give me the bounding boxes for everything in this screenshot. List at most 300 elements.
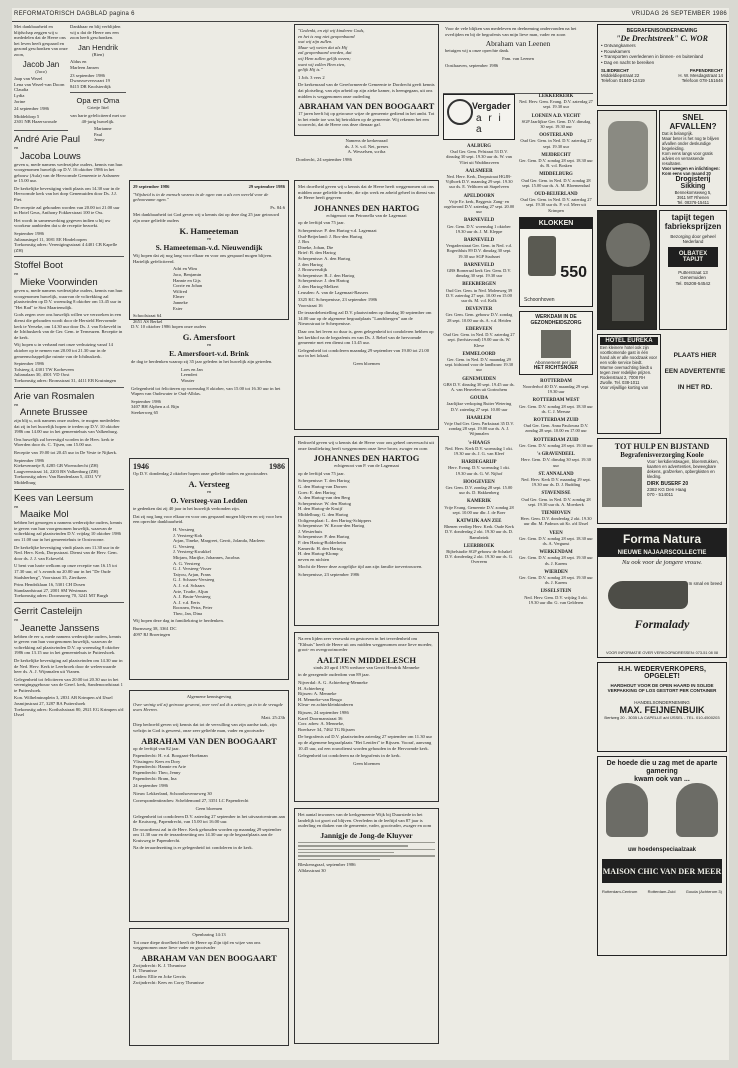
service-place: BEEKBERGEN xyxy=(462,282,496,288)
notice-text: Gelegenheid tot condoleren D.V. zaterdag 27 september in het uitvaartcentrum aan de Kruisweg, Papendrecht, van 15.00 tot 16.00 uur. xyxy=(133,813,285,825)
service-details: Herv. Gem. D.V. dinsdag 30 sept. 19.30 uur xyxy=(521,457,591,468)
tapijt-ad[interactable] xyxy=(659,210,727,330)
church-service-item xyxy=(443,499,515,515)
and-word: en xyxy=(14,503,19,509)
ad-brand: Formalady xyxy=(634,617,690,631)
announcement-text: U bent van harte welkom op onze receptie van 16.15 tot 17.30 uur, of 's avonds na 20.00 uur in het "De Oude Stadsherberg", Voorstraat 35, Zierikzee. xyxy=(14,563,117,580)
announcement-address: Prins Hendriklaan 16, 5301 CH Dosen Standaardstraat 27, 2001 SM Westmaas Toekomstig adres: Doornaweg 70, 3241 MT Burgh xyxy=(14,582,109,599)
child-name: Jan Hendrik xyxy=(77,42,119,52)
service-place: TIENHOVEN xyxy=(541,510,571,516)
feijnenbuik-ad[interactable] xyxy=(597,662,727,752)
ad-text: PLAATS HIER EEN ADVERTENTIE IN HET RD. xyxy=(664,352,726,391)
anniversary-address: September 1986 3407 BH Alphen a.d. Rijn Steekerweg 65 xyxy=(131,398,179,415)
church-service-item xyxy=(519,570,593,586)
ad-subtitle: Bezorging door geheel Nederland xyxy=(670,234,716,244)
announcement-text: Gelegenheid tot feliciteren van 20.00 tot 20.30 uur in het verenigingsgebouw van de Geref. kerk, Sandenoordstraat 1 te Puttershoek. xyxy=(14,676,123,693)
announcement-address: September 1986 Julianasingel 11, 3081 EE Hindeloopen Toekomstig adres: Verenigingsstraat 4 4401 CB Kapelle (ZH) xyxy=(14,231,118,253)
obituary-2 xyxy=(294,180,439,430)
bible-quote: "Gedenkt, en zijt wij kinderen Gods, en het is nog niet geopenbaard wat wij zijn zullen. Maar wij weten dat als Hij zal geopenbaard worden, dat wij Hem zullen gelijk wezen; want wij zullen Hem zien, gelijk Hij is." xyxy=(298,28,365,73)
ad-text: Voor: kerkdienstwagen, bloemstukken, kaarten en advertenties, beweegbare dekens, grafzerken, opbergkisten en kleding. xyxy=(647,459,719,479)
notice-text: De begrafenis zal D.V. plaatsvinden zaterdag 27 september om 11.30 uur op de algemene begraafplaats "Het Lentfert" te Rijssen. Vooraf, aanvang 10.45 uur, zal een rouwdienst worden gehouden in de Hervormde kerk. xyxy=(298,734,433,751)
relatives-list: Papendrecht: H. v.d. Boogaart-Hoekman Vlissingen: Kees en Dory Papendrecht: Hannie en Arie Papendrecht: Theo, Jenny Papendrecht: Bram, Ina xyxy=(133,753,208,781)
announcement-address: September 1986 Tolsteeg 4, 4301 TW Korbeveen Julianalaan 30, 4501 VD Oost Toekomstig adres: Bronsstraat 31, 4411 EB Kruiningen xyxy=(14,361,116,383)
notice-text: Daar ons het leven zo duur is, geen gelegenheid tot condoleren hebben op het kerkhof na de begrafenis en van Ds. J. Rebel van de hervormde gemeente met een dienst om 13.45 uur. xyxy=(298,329,434,346)
anniversary-text: D.V. 10 oktober 1986 hopen onze ouders xyxy=(131,324,207,329)
relatives-list: Scherpenisse: T. den Hartog G. den Hartog-van Dorsen Goes: E. den Hartog A. den Hartog-van den Berg Scherpenisse: W. den Hartog H. den Hartog-de Kruijf Middelburg: G. den Hartog Ooltgensplaat: L. den Hartog-Schippers Scherpenisse: W. Kroon-den Hartog J. Westerhuis Scherpenisse: P. den Hartog P. den Hartog-Bolderheim Kamerik: H. den Hartog H. den Hartog-Klomp neven en nichten xyxy=(298,478,372,562)
marriage-announcement-3 xyxy=(14,391,124,486)
ad-text: Dat is belangrijk. Maar beter is het nog te blijven afvallen onder deskundige begeleiding. Kom eens langs voor gratis advies en verrassende resultaten. xyxy=(662,131,720,166)
service-place: MIDDELBURG xyxy=(539,172,573,178)
ad-address: Rodenstraat 2, 7008 RH Zwolle. Tel. 038-1011 Voor vrijwillige korting van xyxy=(600,375,649,390)
car-image xyxy=(602,467,642,507)
church-service-item xyxy=(519,172,593,188)
church-service-item xyxy=(443,144,515,165)
announcement-text: hebben het genoegen u namens wederzijdse ouders, kennis te geven van hun voorgenomen huwelijk, waarvan de voltrekking zal plaatsvinden D.V. vrijdag 10 oktober 1986 om 11.00 uur in het gemeentehuis te Oostvoorne. xyxy=(14,520,123,542)
church-service-item xyxy=(443,480,515,496)
notice-text: Gelegenheid tot condoleren na de begrafenis in de kerk. xyxy=(298,753,401,759)
service-details: Herv. Gem. D.V. donderdag 2 okt. 19.30 uur dhr. M. Padmos uit Kr. a/d IJssel xyxy=(520,516,592,527)
notice-text: 24 september 1986 xyxy=(133,783,168,789)
marriage-announcement-4 xyxy=(14,493,124,599)
service-details: Oud Ger. Gem. in Ned. D.V. zondag 28 sept. 15.00 uur ds. A. M. Bloemendaal xyxy=(521,177,591,188)
ad-note: In smal en breed xyxy=(688,581,722,586)
service-details: Oud Ger. Gem. Pelstraat 53 D.V. dinsdag 30 sept. 19.30 uur ds. W. van Vliet uit Waddinxveen xyxy=(446,149,512,165)
service-place: BARNEVELD xyxy=(463,262,495,268)
groom-name: Arie van Rosmalen xyxy=(14,390,95,402)
grandparents-title: Opa en Oma xyxy=(76,96,120,106)
obituary-5 xyxy=(294,808,439,1044)
ad-shop: Drogisterij Sikking xyxy=(675,176,711,190)
deceased-age: in de gezegende ouderdom van 89 jaar. xyxy=(298,672,370,678)
church-service-item xyxy=(519,472,593,488)
service-place: GENEMUIDEN xyxy=(462,376,496,382)
notice-text: Na de teraardezetting is er gelegenheid tot condoleren in de kerk. xyxy=(133,845,253,851)
church-service-item xyxy=(443,218,515,234)
bible-reference: Ps. 84:6 xyxy=(270,204,285,210)
groom-name: Gerrit Casteleijn xyxy=(14,605,83,617)
service-details: Vrije Oud Ger. Gem. Parkstraat 35 D.V. zondag 28 sept. 19.00 uur ds. A. J. Wijnmalen xyxy=(444,420,514,437)
announcement-text: De receptie zal gehouden worden van 20.00 tot 21.00 uur in Hotel Geus, Anthony Fokkerstraat 100 te Oss. xyxy=(14,204,120,216)
hotel-eureka-ad[interactable] xyxy=(597,334,661,434)
ad-text: Abonnement per jaar xyxy=(534,359,578,365)
snel-afvallen-ad[interactable] xyxy=(659,110,727,206)
and-word: en xyxy=(206,341,212,347)
ad-name: "De Drechtstreek" C. WOR xyxy=(616,34,708,43)
bride-name: Maaike Mol xyxy=(20,509,69,521)
ad-footer: HET RICHTSNOER xyxy=(533,364,579,371)
services-list xyxy=(443,144,515,565)
deceased-subtitle: sinds 20 april 1976 weduwe van Gerrit Hendrik Menneke xyxy=(313,664,420,670)
service-place: STAVENISSE xyxy=(541,491,571,497)
deceased-age: op de leeftijd van 82 jaar. xyxy=(133,745,180,751)
and-word: en xyxy=(14,271,19,277)
services-list xyxy=(519,379,593,605)
anniversary-address: Schoolstraat 64 2651 AS Berkel xyxy=(133,313,163,324)
service-place: WIERDEN xyxy=(544,569,568,575)
announcement-text: De kerkelijke bevestiging zal plaatsvinden om 14.30 uur in de Ned. Herv. Kerk te Leerbroek door de weleerwaarde heer ds. A. J. Wijnmalen uit Vianen. xyxy=(14,657,123,675)
notice-place: Dordrecht, 24 september 1986 xyxy=(296,156,352,162)
service-details: Herv. Evang. D.V. woensdag 1 okt. 19.30 uur ds. G. W. Nijhof xyxy=(448,465,510,476)
service-details: Oud Ger. Gem. in Ned. D.V. zaterdag 27 sept. (herfstavond) 19.00 uur ds. W. Kleve xyxy=(443,332,515,348)
column-1-side xyxy=(70,24,126,174)
church-service-item xyxy=(443,460,515,476)
service-details: Oud Ger. Gem. in Ned. D.V. zondag 28 sept. 19.30 uur ds. A. Moerkerk xyxy=(521,496,591,507)
ad-subtitle: a r i a xyxy=(476,113,503,135)
anniversary-name: K. Hameeteman xyxy=(179,225,239,236)
service-details: Vrije Ev. kerk, Beggestr. Zang- en orgelavond D.V. zaterdag 27 sept. 20.00 uur xyxy=(443,198,515,215)
service-place: 's GRAVENDEEL xyxy=(537,452,575,458)
children-list: Loes en Jan Leendert Wouter xyxy=(181,366,203,383)
notice-title: Algemene kennisgeving xyxy=(186,694,232,699)
ad-title: H.H. WEDERVERKOPERS, OPGELET! xyxy=(618,666,706,680)
service-place: ST. ANNALAND xyxy=(538,471,574,477)
ad-row-2 xyxy=(597,210,727,330)
column-4 xyxy=(443,24,593,1058)
and-word: en xyxy=(206,488,212,494)
church-service-item xyxy=(443,352,515,373)
deceased-subtitle: echtgenoot van Petronella van de Lagemaat xyxy=(326,212,407,218)
church-service-item xyxy=(519,153,593,169)
service-place: ROTTERDAM ZUID xyxy=(533,437,579,443)
notice-text: Mocht de Heere deze zorgelijke tijd aan zijn familie toevertrouwen. xyxy=(298,564,423,570)
notice-address: Bleskensgraaf, september 1986 Alblasstraat 30 xyxy=(298,862,356,873)
shoe-image xyxy=(608,581,688,609)
header-left: REFORMATORISCH DAGBLAD pagina 6 xyxy=(14,11,135,17)
anniversary-years: 1946 1986 xyxy=(133,462,285,471)
obituary-1-sign xyxy=(294,136,439,180)
hat-image xyxy=(606,783,648,837)
announcement-text: De kerkelijke bevestiging vindt plaats om 11.30 uur in de Ned. Herv. Kerk, Dorpsstraat. Dienst van de Herv. Gem. door ds. J. J. van Eckeveld. xyxy=(14,544,120,561)
announcement-text: Het wordt in samenwerking gegeven indien u bij uw voorkeur aanbieden dat u de receptie bezoekt. xyxy=(14,217,111,229)
notice-text: Geen bloemen xyxy=(353,760,380,766)
ad-text: Een kleinere hotel ook zijn voortkomende gast in één hand als er alle noodzaak voor een volle service biedt. Warme overnachting biedt u tegen zeer redelijke prijzen. xyxy=(600,345,658,375)
obituary-1 xyxy=(294,24,439,136)
relatives-list: Scherpenisse: P. den Hartog-v.d. Lagemaat Oud-Beijerland: J. Bos-den Hartog J. Bos Dineke, Johan, Die Brief: B. den Hartog Scherpenisse: A. den Hartog J. den Hartog J. Brouwersdijk Scherpenisse: B. J. den Hartog Scherpenisse: J. den Hartog J. den Hartog-Melkert Leusden: A. van de Lagemaat-Rassers xyxy=(298,227,377,295)
ad-slogan: Nu ook voor de jongere vrouw. xyxy=(622,559,702,566)
notice-text: Voor de vele blijken van medeleven en deelneming ondervonden na het overlijden en bij de begrafenis van mijn lieve man, vader en zoon xyxy=(445,26,577,37)
and-word: en xyxy=(14,616,19,622)
congrats-text: van harte gefeliciteerd met uw 40-jarig huwelijk. xyxy=(70,112,126,124)
klokken-photo xyxy=(597,210,657,330)
ad-title: TOT HULP EN BIJSTAND xyxy=(614,442,710,451)
service-place: BARNEVELD xyxy=(463,218,495,224)
deceased-name: Abraham van Leenen xyxy=(485,39,551,49)
groom-name: Stoffel Boot xyxy=(14,260,63,272)
service-place: LOENEN A.D. VECHT xyxy=(531,113,581,119)
parents: Jaap van Wezel Lena van Wezel-van Doorn Claudia Lydia Jorine xyxy=(14,76,65,104)
deceased-name: Jannigje de Jong-de Kluyver xyxy=(320,830,413,840)
begrafenis-drechtstreek-ad[interactable] xyxy=(597,24,727,106)
death-announcement xyxy=(129,690,289,922)
vergaderaria-ad[interactable] xyxy=(443,94,515,140)
service-details: SGP Jaarlijkse Ger. Gem. D.V. dinsdag 30 sept. 19.30 uur xyxy=(521,118,591,130)
deceased-age: op de leeftijd van 75 jaar. xyxy=(298,220,345,226)
ad-address: DIRK BUSERF 20 xyxy=(647,481,689,487)
service-details: Rhenen verdiep Herv. Kerk. Oude Kerk D.V. donderdag 2 okt. 19.30 uur ds. D. Ramsbrink xyxy=(444,524,514,540)
book-icon xyxy=(541,330,571,358)
service-details: Ger. Gem. D.V. zondag 28 sept. 15.00 uur ds. D. Hakkenberg xyxy=(445,484,513,496)
church-service-item xyxy=(519,379,593,395)
anniversary-name: O. Versteeg-van Ledden xyxy=(170,496,248,506)
church-service-item xyxy=(519,398,593,414)
notice-text: Gelegenheid tot condoleren maandag 29 september van 19.00 tot 21.00 uur in het lokaal. xyxy=(298,347,430,359)
anniversary-text: Met dankbaarheid tot God geven wij u kennis dat op deze dag 25 jaar getrouwd zijn onze geliefde ouders xyxy=(133,212,280,223)
notice-place: Scherpenisse, 23 september 1986 xyxy=(298,571,360,577)
service-place: DEVENTER xyxy=(465,307,493,313)
column-1 xyxy=(14,24,124,1058)
service-details: Vrije Evang. Gemeente D.V. zondag 28 sept. 10.00 uur dhr. J. de Boer xyxy=(444,504,514,515)
bible-quote: "Wijsheid is in de mensch wezens in de ogen van u als een wereld voor de gehoorzame ogen." xyxy=(133,191,269,203)
logo-icon xyxy=(447,99,473,125)
anniversary-text: Op D.V. donderdag 2 oktober hopen onze geliefde ouders en grootouders xyxy=(133,471,268,476)
anniversary-text: te gedenken dat zij 40 jaar in het huwelijk verbonden zijn. xyxy=(133,506,240,512)
notice-address: Rijssen, 24 september 1986 Karel Doormanstraat 36 Corr. adres: A. Menneke, Boerhave 34, 7462 TG Rijssen xyxy=(298,709,355,732)
children-list: Adri en Wim Jaco, Benjamin Hannie en Gijs Corrie en Johan Wilfred Elmer Janneke Ester xyxy=(173,266,203,311)
ad-phone: 2382 KG Den Haag 070 - 514011 xyxy=(647,487,687,497)
service-details: Ger. Gem. D.V. zondag 28 sept. 18.30 uur ds. B. v.d. Bosken xyxy=(519,158,593,169)
deceased-age: op de leeftijd van 75 jaar. xyxy=(298,470,345,476)
snel-afvallen-image xyxy=(597,110,657,206)
announcement-address: September 1986 Kiekevennetje 8, 4285 GB Woensdrecht (ZH) Laagveenstraat 14, 2203 BS Valkenburg (ZH) Toekomstig adres: Van Randenlaan 5, 4331 VV Middelburg xyxy=(14,457,102,486)
ad-title: BEGRAFENISONDERNEMING xyxy=(626,28,698,34)
maison-chic-ad[interactable] xyxy=(597,756,727,956)
announcement-text: zijn blij u, ook namens onze ouders, te mogen mededelen dat zij in het huwelijk hopen te treden op D.V. 10 oktober 1986 om 14.00 uur in het gemeentehuis van Valkenburg. xyxy=(14,418,120,435)
service-place: ROTTERDAM WEST xyxy=(532,398,580,404)
service-details: Oud Ger. Gem. in Ned. D.V. zaterdag 27 sept. 19.30 uur xyxy=(520,138,592,149)
klokken-ad[interactable] xyxy=(519,217,593,307)
bible-quote: Over weinig wil zij getrouw geweest, over veel zal ik u zetten; ga in in de vreugde uwes Heeren. xyxy=(133,701,283,713)
person-image xyxy=(608,121,648,191)
church-service-item xyxy=(519,94,593,110)
notice-text: Met droefheid geven wij u kennis dat de Heere heeft weggenomen uit ons midden onze geliefde broeder, die zijn werk en arbeid geheel in dienst van de Heere heeft gegeven xyxy=(298,184,435,201)
signatories: Fam. van Leenen xyxy=(502,55,534,61)
service-details: Ger. Gem. D.V. zondag 28 sept. 18.30 uur ds. C. J. Meeuse xyxy=(519,403,593,414)
service-place: WERKENDAM xyxy=(539,550,573,556)
deceased-name: JOHANNES DEN HARTOG xyxy=(313,202,420,213)
bride-name: Mieke Voorwinden xyxy=(20,277,98,288)
church-service-item xyxy=(443,194,515,215)
ad-addresses: Rotterdam-Centrum Rotterdam-Zuid Gouda (Achterom 3) xyxy=(602,889,722,894)
church-service-item xyxy=(443,377,515,393)
announcement-text: Gods zegen over ons huwelijk willen we verzoeken in een dienst die gehouden wordt door de Hersteld Hervormde kerk te Yerseke, om 14.30 uur door Ds. J. van Eckeveld in de Ichthuskerk van de Ger. Gem. te Terneuzen. Receptie in de kerk. xyxy=(14,312,123,340)
service-place: EMMELOORD xyxy=(462,351,496,357)
notice-text: 17 jaren heeft hij op getrouwe wijze de gemeente gediend in het ambt. Tot in het einde toe was hij betrokken op de gemeente. Wij rekenen het een voorrecht, dat de Heere ons deze dienaar gaf. xyxy=(298,111,435,128)
service-place: OUD-BEIJERLAND xyxy=(534,192,578,198)
ad-address: Putterstraat 13 Genemuiden Tel. 05208-54542 xyxy=(675,270,711,286)
deceased-name: ABRAHAM VAN DEN BOOGAART xyxy=(141,735,277,746)
anniversary-announcement-3 xyxy=(129,458,289,680)
notice-text: Geen bloemen xyxy=(195,805,223,811)
announcement-text: geven u, mede namens wederzijdse ouders, kennis van hun voorgenomen huwelijk op D.V. 16 oktober 1986 in het gebouw (Aula) van de Hervormde Gemeente te Aalsmeer te 15.00 uur. xyxy=(14,161,123,184)
church-service-item xyxy=(519,452,593,468)
bride-name: Jeanette Janssens xyxy=(20,622,100,634)
bride-name: Jacoba Louws xyxy=(20,150,81,162)
ad-title: Forma Natura xyxy=(598,529,726,549)
ad-name: MAX. FEIJNENBUIK xyxy=(619,704,705,715)
announcement-text: Receptie van 19.00 tot 20.45 uur in De Veste te Nijkerk. xyxy=(14,450,118,456)
church-service-item xyxy=(519,589,593,605)
notice-address: 3325 KC Scherpenisse, 23 september 1986 Voorstraat 16 xyxy=(298,297,378,308)
marriage-announcement-5 xyxy=(14,606,124,718)
church-service-item xyxy=(519,550,593,566)
plaats-hier-ad[interactable] xyxy=(663,334,727,434)
service-place: HAARLEM xyxy=(466,415,492,421)
notice-title: Openbaring 14:13 xyxy=(192,932,226,937)
church-service-item xyxy=(519,438,593,448)
children-list: H. Versteeg J. Versteeg-Kok Arjan, Tineke, Margreet, Gerrit, Jolanda, Marleen G. Versteeg J. Versteeg-Kwakkel Mirjam, Marijke, Johannes, Jacobus A. G. Versteeg G. J. Versteeg-Visser Taiyou, Arjan, Frans G. J. Schaars-Versteeg A. J. v.d. Schaars Arie, Trudie, Aljun A. J. Bruin-Versteeg A. J. v.d. Eerts Roosnea, Petra, Peter Theo, Jan, Dina xyxy=(173,526,265,616)
and-word: en xyxy=(206,235,212,241)
ad-shops: MAISON CHIC VAN DER MEER xyxy=(602,859,722,883)
service-place: IJSSELSTEIN xyxy=(540,589,572,595)
ad-footer: VOOR INFORMATIE OVER VERKOOPADRESSEN: 073-51 08 08 xyxy=(605,651,719,655)
ad-subtitle: HANDELSONDERNEMING xyxy=(634,699,690,705)
ad-title: KLOKKEN xyxy=(520,218,592,229)
service-details: Oud Ger. Gem. in Ned. Molenweg 39 D.V. zaterdag 27 sept. 10.00 en 15.00 uur ds. M. v.d. Kolk xyxy=(445,287,513,304)
notice-text: Bedroefd geven wij u kennis dat de Heere voor ons geheel onverwacht uit onze familiekring heeft weggenomen onze lieve broer, zwager en oom xyxy=(298,440,434,451)
church-service-item xyxy=(443,396,515,412)
service-place: ROTTERDAM ZUID xyxy=(533,418,579,424)
announcement-text: Ons huwelijk zal bevestigd worden in de Herv. kerk te Woerden door ds. C. Tijsen, om 15.00 uur. xyxy=(14,436,114,448)
notice-text: Tot onze diepe droefheid heeft de Heere op Zijn tijd en wijze van ons weggenomen onze lieve vader en grootvader xyxy=(133,939,261,951)
service-details: Bijbelstudie SGP gebouw de Schakel D.V. donderdag 2 okt. 19.30 uur ds. G. Overeem xyxy=(444,549,514,565)
ad-subtitle: Begrafenisverzorging Koole xyxy=(620,451,704,459)
services-list xyxy=(519,94,593,213)
bible-reference: 1 Joh. 3 vers 2 xyxy=(298,74,325,80)
church-service-item xyxy=(443,169,515,190)
anniversary-text: Dat zij nog lang voor elkaar en voor ons gespaard mogen blijven en wij voor hen een oprechte dankbaarheid. xyxy=(133,513,282,525)
anniversary-text: Gelegenheid tot feliciteren op woensdag 8 oktober, van 15.00 tot 16.30 uur in het Wapen van Oudewater te Oud-Alblas. xyxy=(131,385,281,397)
ad-address: Bertweg 20 - 3035 LA CAPELLE a/d IJSSEL - TEL. 010-4500203 xyxy=(604,714,720,720)
service-details: GBS Borneraal kerk Ger. Gem. D.V. dinsdag 30 sept. 19.30 uur xyxy=(446,268,512,279)
relatives-list: Zwijndrecht: K. J. Theunisse H. Theunisse Leiden: Ellie en Joke Gerrits Zwijndrecht: Kees en Corry Theunisse xyxy=(133,962,205,985)
deceased-name: JOHANNES DEN HARTOG xyxy=(313,453,420,464)
church-service-item xyxy=(519,491,593,507)
ad-addresses: SLIEDRECHT Middeldiepstraat 22 Telefoon 01840-12419 PAPENDRECHT H. W. Mesdagstraat 14 Telefoon 078-151646 xyxy=(601,68,723,84)
service-details: Oud Ger. Gem. in Ned. D.V. zaterdag 27 sept. 19.30 uur ds. P. v.d. Meer uit Krimpen xyxy=(520,197,592,213)
column-2 xyxy=(129,24,289,1058)
ad-address: Bennekomseweg 5, 3911 MT Rhenen Tel. 08376-15411 xyxy=(674,190,712,205)
column-3 xyxy=(294,24,439,1058)
and-word: en xyxy=(14,144,19,150)
deceased-name: ABRAHAM VAN DEN BOOGAART xyxy=(298,101,435,112)
service-details: GBS D.V. dinsdag 30 sept. 19.45 uur ds. A. van Heuvelen uit Gorinchem xyxy=(443,381,515,392)
header-right: VRIJDAG 26 SEPTEMBER 1986 xyxy=(631,11,727,17)
ad-title: WERKDAM IN DE GEZONDHEIDSZORG xyxy=(530,313,582,326)
signatories: Marianne Paul Jenny xyxy=(94,126,112,143)
anniversary-address: Burnsweg 38, 3361 DC 4097 RJ Broeringen xyxy=(133,626,177,637)
ad-row-3 xyxy=(597,334,727,434)
service-details: Ned. Herv. Gem. D.V. vrijdag 3 okt. 19.30 uur dhr. G. van Gelderen xyxy=(524,594,588,605)
service-details: Ger. Gem. D.V. zondag 28 sept. 18.30 uur ds. A. Vergunst xyxy=(519,535,593,546)
bible-reference: Matt. 25:23b xyxy=(261,714,285,720)
koole-ad[interactable] xyxy=(597,438,727,524)
column-5 xyxy=(597,24,727,1058)
service-details: Ned. Herv. Kerk D.V. maandag 29 sept. 19.30 uur ds. D. J. Budding xyxy=(521,476,591,488)
groom-name: André Arie Paul xyxy=(14,133,81,145)
obituary-4 xyxy=(294,632,439,802)
notice-text: Na een lijden zeer verzwakt en gestorven in het tevredenheid om "Elthuis" heeft de Heere uit ons midden weggenomen onze lieve moeder, groot- en overgrootmoeder xyxy=(298,636,433,653)
ad-text: HARDHOUT VOOR DE OPEN HAARD IN SOLIDE VERPAKKING OF LOS GESTORT PER CONTAINER xyxy=(607,683,717,694)
notice-place: Oosthaaven, september 1986 xyxy=(445,63,499,69)
anniversary-name: S. Hameeteman-v.d. Nieuwendijk xyxy=(155,243,263,253)
church-service-item xyxy=(519,531,593,547)
ad-title: Vergader xyxy=(472,101,511,111)
service-place: AALSMEER xyxy=(465,168,493,174)
deceased-subtitle: echtgenoot van P. van de Lagemaat xyxy=(334,463,399,469)
service-place: APELDOORN xyxy=(463,193,495,199)
marriage-announcement-2 xyxy=(14,260,124,383)
hat-image xyxy=(676,783,718,837)
child-nickname: (Rien) xyxy=(92,51,104,57)
anniversary-name: E. Amersfoort-v.d. Brink xyxy=(169,349,249,359)
church-service-item xyxy=(443,282,515,303)
church-service-item xyxy=(443,307,515,323)
thanks-notice xyxy=(443,24,593,90)
service-place: MIJDRECHT xyxy=(541,152,571,158)
service-details: Ger. Gem. D.V. zondag 28 sept. 19.30 uur ds. J. Karens xyxy=(519,574,593,586)
service-place: HARDEGARIJP xyxy=(461,460,497,466)
service-details: Ned. Herv. Kerk D.V. woensdag 1 okt. 19.30 uur ds. J. G. van Kleef xyxy=(445,445,513,456)
church-service-item xyxy=(443,416,515,437)
anniversary-announcement xyxy=(129,180,289,324)
service-details: Ger. Gem. D.V. zondag 28 sept. 19.30 uur ds. J. Karens xyxy=(519,555,593,566)
anniversary-text: de dag te herdenken waarop zij 35 jaar geleden in het huwelijk zijn getreden. xyxy=(131,359,273,365)
church-service-item xyxy=(443,519,515,540)
notice-text: De kerkenraad van de Gereformeerde Gemeente te Dordrecht geeft kennis dat plotseling, van zijn arbeid op zijn zieke kamer, is heengegaan, uit ons midden is weggenomen onze ouderling xyxy=(298,82,435,99)
service-place: OOSTERLAND xyxy=(539,133,573,139)
werkdam-ad[interactable] xyxy=(519,311,593,375)
service-place: LEKKERKERK xyxy=(538,94,574,99)
ad-subtitle: uw hoedenspeciaalzaak xyxy=(627,847,697,853)
announcement-text: hebben de eer u, mede namens wederzijdse ouders, kennis te geven van hun voorgenomen huwelijk, waarvan de voltrekking zal plaatsvinden D.V. op woensdag 8 oktober 1986 om 13.15 uur in het gemeentehuis te Puttershoek. xyxy=(14,633,122,656)
church-service-item xyxy=(443,441,515,457)
intro-text: Met dankbaarheid en blijdschap zeggen wij u mededelen dat de Heere ons het leven heeft gespaard en gezond geschonken van onze zoon, xyxy=(14,24,68,57)
anniversary-text: Wij hopen deze dag in familiekring te herdenken. xyxy=(133,618,224,624)
service-details: Jaarlijkse verkoping Ruiter Wetering D.V. zaterdag 27 sept. 10.00 uur xyxy=(446,401,512,412)
announcement-address: Kon. Wilhelminaplein 3, 2831 AB Krimpen a/d IJssel Jasmijnstraat 27, 3287 BA Puttershoek Toekomstig adres: Korthalsstraat 80, 2921 EG Krimpen a/d IJssel xyxy=(14,695,124,718)
clock-case-icon xyxy=(612,275,644,321)
clock-face-icon xyxy=(606,223,650,267)
child-name: Jacob Jan xyxy=(22,59,60,69)
notice-text: De rouwdienst zal in de Herv. Kerk gehouden worden op maandag 29 september om 11.30 uur en de teraardezetting om 14.30 uur op de begraafplaats aan de Kruisweg te Papendrecht. xyxy=(133,826,282,843)
birth-date: 24 september 1986 xyxy=(14,106,49,112)
notice-text: Nieuw Lekkerland, Schoonhovenseweg 30 xyxy=(133,790,212,796)
ad-subtitle: NIEUWE NAJAARSCOLLECTIE xyxy=(598,549,726,557)
death-announcement-2 xyxy=(129,928,289,1046)
announcement-text: De kerkelijke bevestiging vindt plaats om 14.30 uur in de Hervormde kerk van het dorp Genemuiden door Ds. J.J. Piet. xyxy=(14,185,120,203)
child-nickname: (Jaco) xyxy=(35,68,47,74)
and-word: en xyxy=(14,401,19,407)
church-service-item xyxy=(443,544,515,565)
ad-brand: OLBATEX TAPIJT xyxy=(668,247,718,267)
notice-text: De teraardebestelling zal D.V. plaatsvinden op dinsdag 30 september om 14.00 uur op de algemene begraafplaats "Landsbergen" aan de Nieuwstraat te Scherpenisse. xyxy=(298,310,432,327)
notice-text: Diep bedroefd geven wij kennis dat tot de vervulling van zijn aardse taak, zijn welzijn in God is geweest, onze zeer geliefde man, vader en grootvader xyxy=(133,722,277,733)
ad-title: HOTEL EUREKA xyxy=(600,337,658,345)
service-details: Ned. Herv. Kerk, Dorpsstraat HGJB-Vijfhoek D.V. maandag 29 sept. 19.30 uur ds. E. Velthoen uit Stapelveen xyxy=(445,174,513,190)
service-place: KATWIJK AAN ZEE xyxy=(456,518,502,524)
ad-footer: Schoonhoven xyxy=(524,296,555,303)
body-text-lines xyxy=(298,842,435,860)
service-place: VEEN xyxy=(549,530,563,536)
service-place: EDERVEEN xyxy=(465,326,493,332)
forma-natura-ad[interactable] xyxy=(597,528,727,658)
birth-address: Middeldorp 5 2301 NB Hazerswoude xyxy=(14,113,57,125)
relatives-list: Nijverdal: A. G. Achterberg-Menneke H. Achterberg Rijssen: A. Menneke H. Menneke-van Beugo Kleur- en achterkleinkinderen xyxy=(298,679,368,708)
service-place: ROTTERDAM xyxy=(540,378,572,384)
grandparents-name: Grietje Ittel xyxy=(87,105,109,111)
church-service-item xyxy=(519,114,593,130)
service-place: BARNEVELD xyxy=(463,238,495,244)
